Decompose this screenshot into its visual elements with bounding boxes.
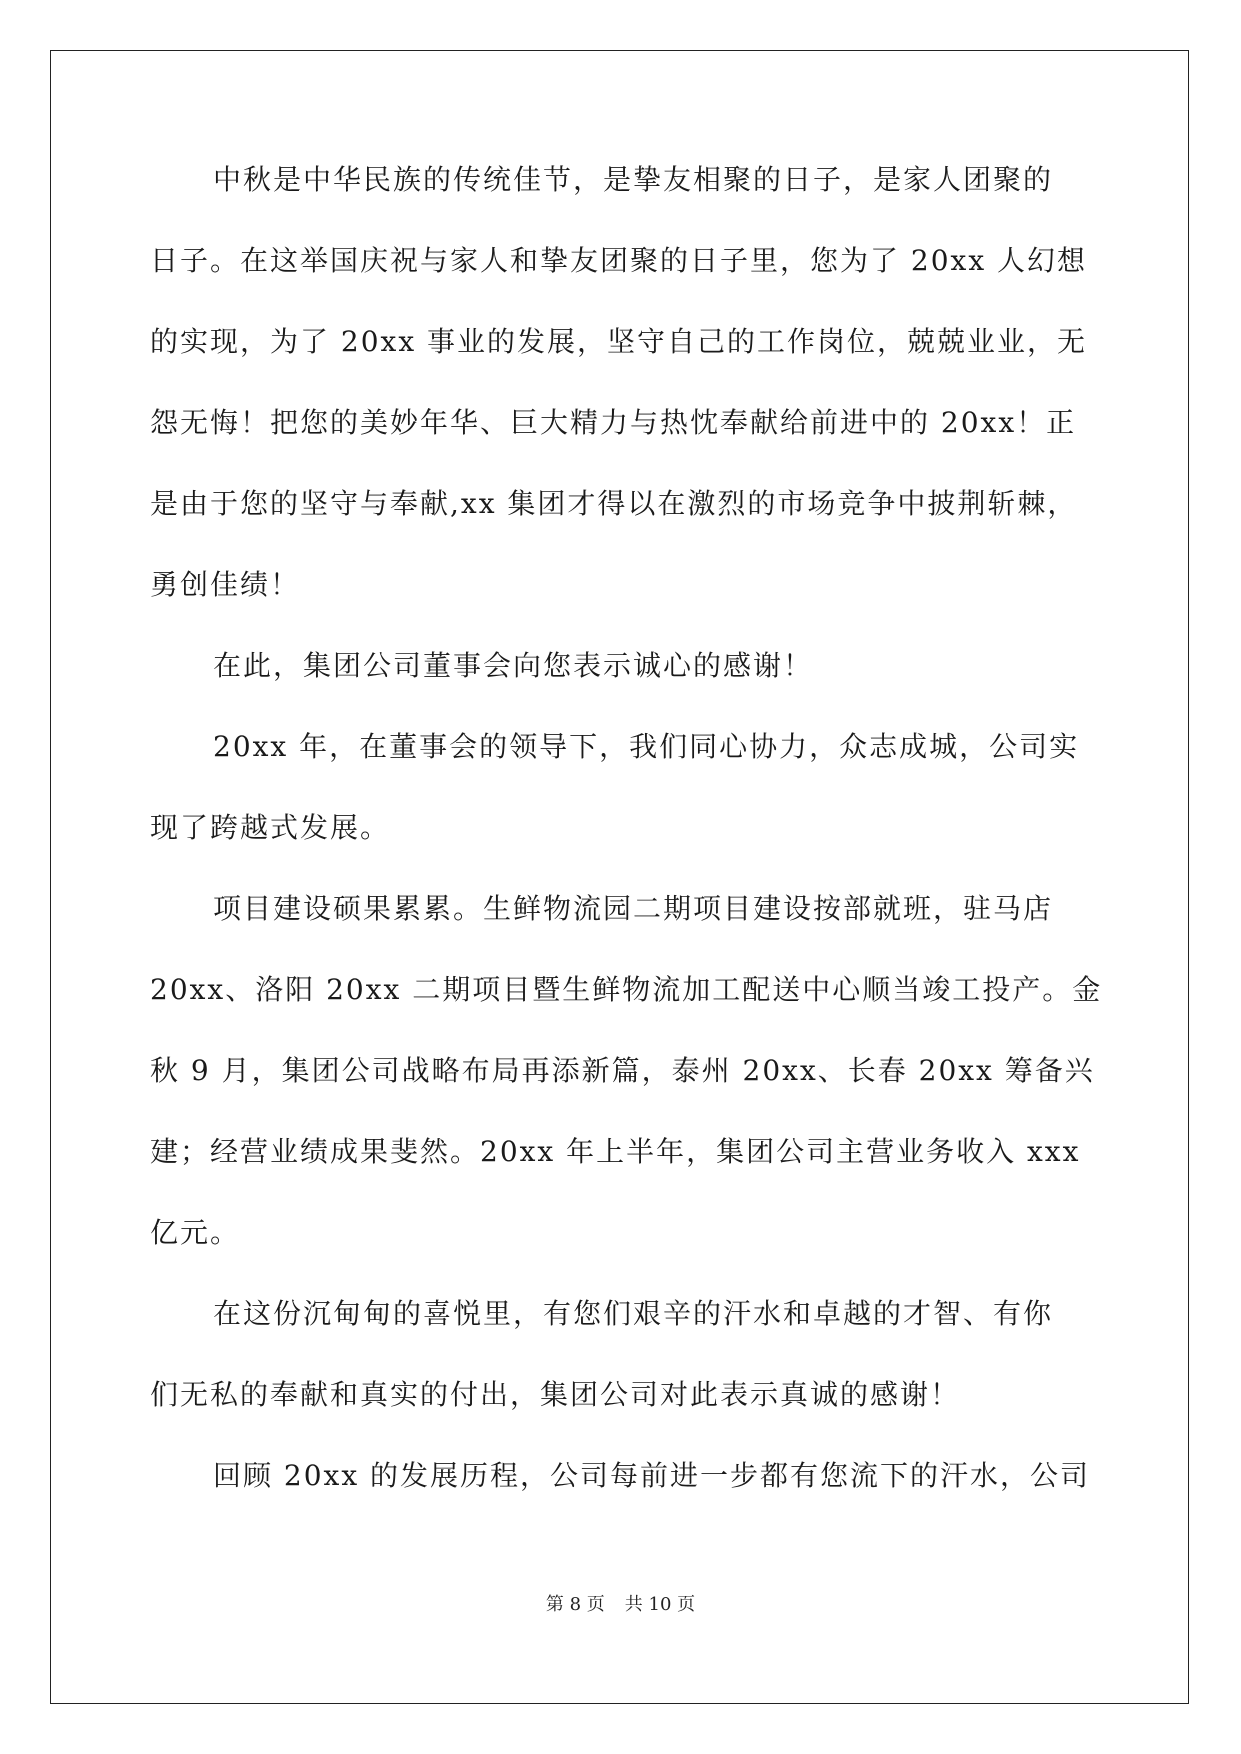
paragraph-line: 20xx、洛阳 20xx 二期项目暨生鲜物流加工配送中心顺当竣工投产。金 bbox=[150, 973, 1103, 1006]
paragraph-line: 20xx 年，在董事会的领导下，我们同心协力，众志成城，公司实 bbox=[213, 730, 1080, 763]
paragraph-line: 建；经营业绩成果斐然。20xx 年上半年，集团公司主营业务收入 xxx bbox=[150, 1135, 1081, 1168]
paragraph-line: 回顾 20xx 的发展历程，公司每前进一步都有您流下的汗水，公司 bbox=[213, 1459, 1091, 1492]
paragraph-line: 在这份沉甸甸的喜悦里，有您们艰辛的汗水和卓越的才智、有你 bbox=[213, 1297, 1054, 1330]
paragraph-line: 项目建设硕果累累。生鲜物流园二期项目建设按部就班，驻马店 bbox=[213, 892, 1054, 925]
page-total: 共 10 页 bbox=[624, 1594, 696, 1615]
paragraph-line: 的实现，为了 20xx 事业的发展，坚守自己的工作岗位，兢兢业业，无 bbox=[150, 325, 1088, 358]
paragraph-line: 在此，集团公司董事会向您表示诚心的感谢！ bbox=[213, 649, 814, 682]
paragraph-line: 秋 9 月，集团公司战略布局再添新篇，泰州 20xx、长春 20xx 筹备兴 bbox=[150, 1054, 1095, 1087]
paragraph-line: 是由于您的坚守与奉献,xx 集团才得以在激烈的市场竞争中披荆斩棘， bbox=[150, 487, 1078, 520]
paragraph-line: 中秋是中华民族的传统佳节，是挚友相聚的日子，是家人团聚的 bbox=[213, 163, 1054, 196]
paragraph-line: 们无私的奉献和真实的付出，集团公司对此表示真诚的感谢！ bbox=[150, 1378, 961, 1411]
paragraph-line: 亿元。 bbox=[150, 1216, 241, 1249]
paragraph-line: 怨无悔！把您的美妙年华、巨大精力与热忱奉献给前进中的 20xx！正 bbox=[150, 406, 1077, 439]
page-number: 第 8 页 bbox=[545, 1594, 605, 1615]
paragraph-line: 勇创佳绩！ bbox=[150, 568, 301, 601]
page-footer bbox=[0, 1593, 1241, 1617]
paragraph-line: 现了跨越式发展。 bbox=[150, 811, 391, 844]
document-body bbox=[150, 160, 1103, 1537]
paragraph-line: 日子。在这举国庆祝与家人和挚友团聚的日子里，您为了 20xx 人幻想 bbox=[150, 244, 1088, 277]
